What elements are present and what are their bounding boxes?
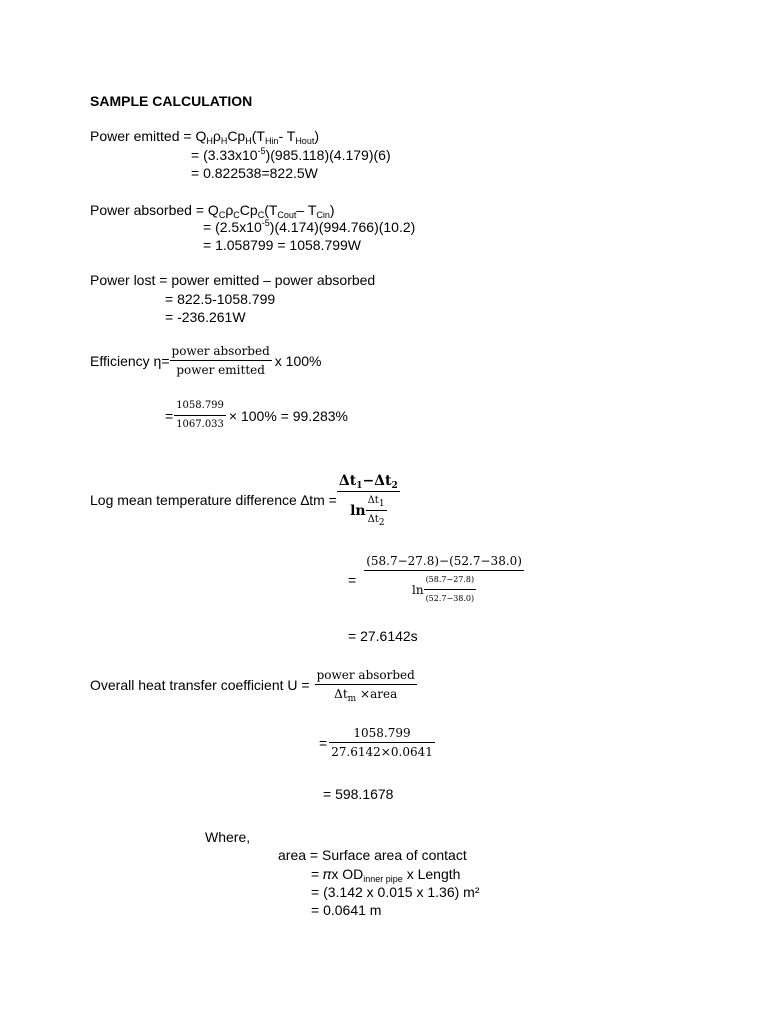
where-label: Where, [205, 829, 251, 845]
lmtd-fraction: $\Delta t_1-\Delta t_2$ ln $\frac{\Delta t_1}{\Delta t_2}$ [338, 473, 398, 528]
power-emitted-line-3: = 0.822538=822.5W [191, 165, 318, 181]
u-formula [90, 666, 417, 703]
efficiency-result: = $\frac{1058.799}{1067.033}$ × 100% = 99.283% [165, 397, 348, 434]
power-absorbed-line-2: = $(2.5x10^{-5})(4.174)(994.766)(10.2)$ [203, 218, 416, 235]
power-lost-line-3: = -236.261W [165, 309, 246, 325]
area-line-4: = 0.0641 m [311, 902, 382, 918]
efficiency-formula: Efficiency η= $\frac{\text{power absorbed}}{\text{power emitted}}$ x 100% [90, 344, 322, 377]
area-line-3: = (3.142 x 0.015 x 1.36) m² [311, 884, 480, 900]
power-lost-line-1: Power lost = power emitted – power absorbed [90, 272, 376, 288]
lmtd-result: = 27.6142s [348, 628, 418, 644]
power-lost-line-2: = 822.5-1058.799 [165, 291, 276, 307]
power-absorbed-line-3: = 1.058799 = 1058.799W [203, 237, 362, 253]
lmtd-formula [90, 471, 400, 529]
u-label: Overall heat transfer coefficient U = [90, 676, 310, 693]
power-emitted-line-1: Power emitted = $Q_H\rho_HCp_H(T_{Hin}-$ $T_{Hout}$) [90, 128, 319, 146]
efficiency-label: Efficiency η= [90, 352, 170, 369]
power-absorbed-label: Power absorbed [90, 202, 192, 218]
efficiency-value-fraction: $\frac{1058.799}{1067.033}$ [174, 397, 226, 434]
u-substitution: = $\frac{1058.799}{27.6142\times 0.0641}$ [319, 726, 433, 759]
area-line-2: = 𝜋x $OD_{inner pipe}$ x Length [311, 866, 461, 884]
power-emitted-label: Power emitted [90, 128, 180, 144]
power-absorbed-line-1: Power absorbed = $Q_C\rho_CCp_C(T_{Cout}-$ $T_{Cin}$) [90, 202, 335, 220]
page-title: SAMPLE CALCULATION [90, 93, 253, 109]
efficiency-fraction: $\frac{\text{power absorbed}}{\text{power emitted}}$ [171, 344, 270, 377]
lmtd-substitution: = (58.7−27.8)−(52.7−38.0) ln $\frac{(58.7-27.8)}{(52.7-38.0)}$ [348, 552, 524, 608]
lmtd-label: Log mean temperature difference ∆tm = [90, 492, 337, 508]
u-fraction: $\frac{\text{power absorbed}}{\Delta t_m \times area}$ [316, 668, 415, 704]
u-substitution-fraction: $\frac{1058.799}{27.6142\times 0.0641}$ [331, 726, 433, 759]
area-line-1: area = Surface area of contact [278, 847, 467, 863]
lmtd-substitution-fraction: (58.7−27.8)−(52.7−38.0) ln $\frac{(58.7-27.8)}{(52.7-38.0)}$ [366, 554, 522, 603]
u-result: = 598.1678 [323, 786, 394, 802]
power-emitted-line-2: = $(3.33x10^{-5})(985.118)(4.179)(6)$ [191, 146, 391, 163]
